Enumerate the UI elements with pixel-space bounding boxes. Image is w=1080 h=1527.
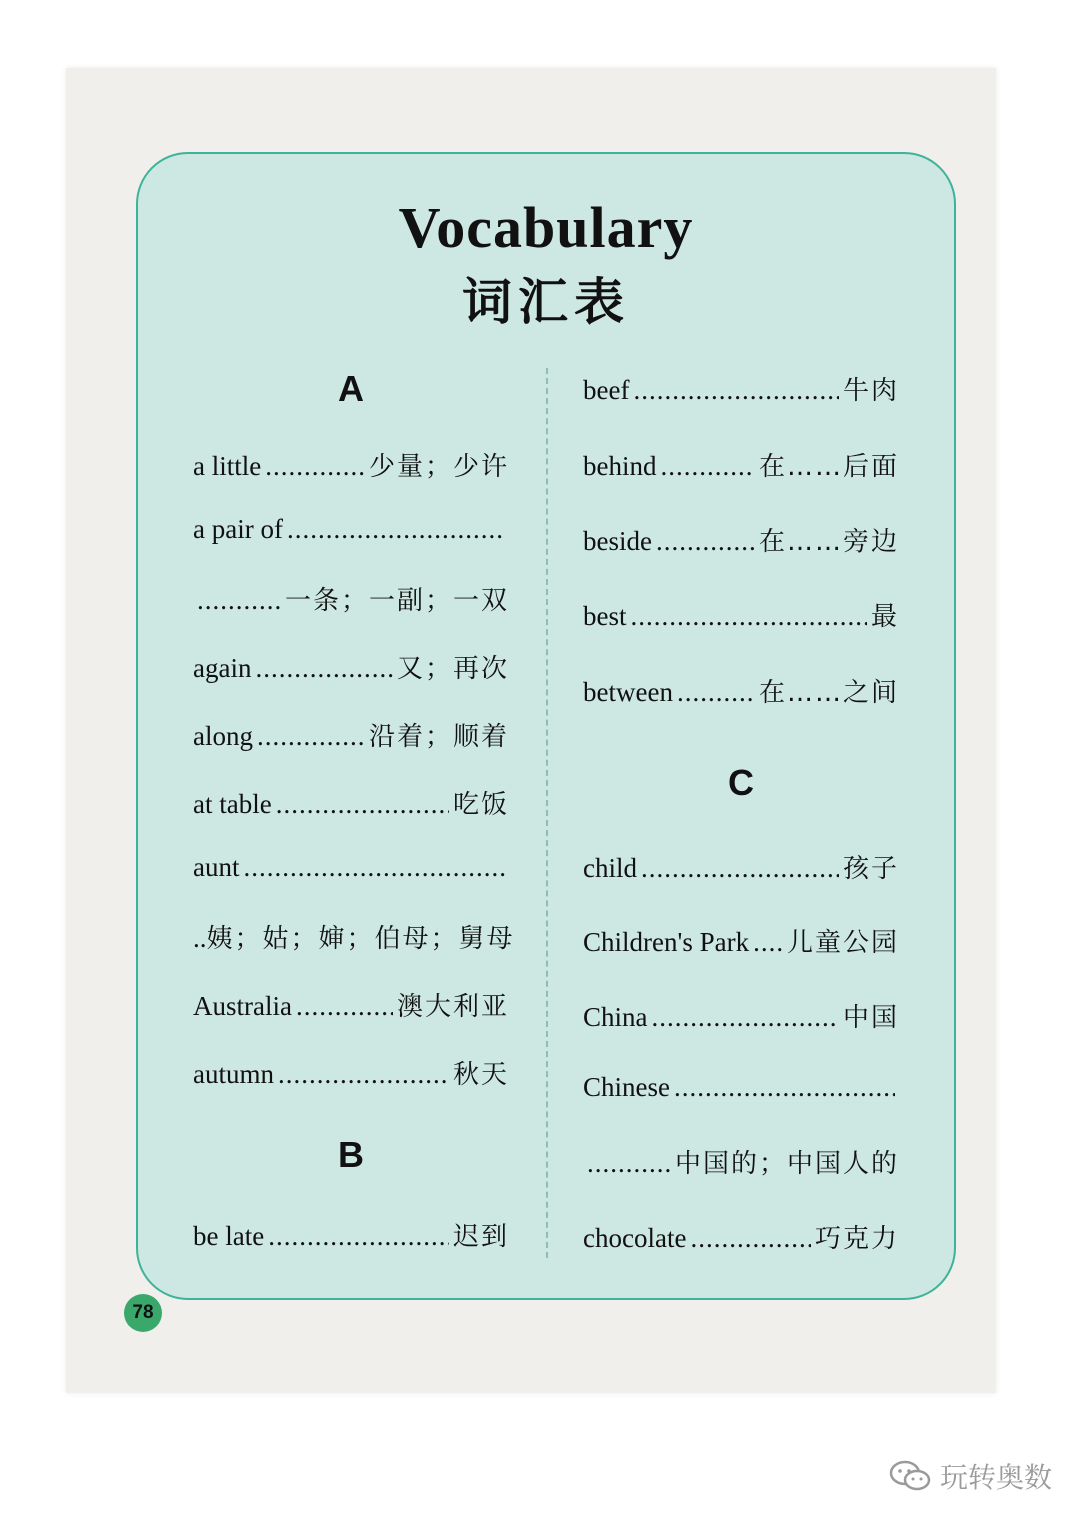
- leader-dots: [257, 721, 365, 752]
- vocab-entry: [583, 1218, 899, 1255]
- entry-meaning: 迟到: [452, 1222, 509, 1252]
- section-letter-a: A: [338, 368, 364, 409]
- watermark: [888, 1456, 1052, 1496]
- entry-word: chocolate: [583, 1223, 687, 1253]
- leader-dots: [633, 375, 839, 406]
- entry-meaning: 少量；少许: [368, 452, 509, 482]
- page-number-badge: 78: [124, 1294, 162, 1332]
- entry-meaning: 秋天: [452, 1060, 509, 1090]
- vocab-entry: [583, 672, 899, 709]
- vocab-entry: [583, 848, 899, 885]
- wechat-icon: [888, 1458, 932, 1494]
- entry-word: Children's Park: [583, 927, 750, 957]
- page-title: Vocabulary: [398, 195, 694, 260]
- leader-dots: [296, 991, 393, 1022]
- entry-meaning: 中国: [842, 1003, 899, 1033]
- vocab-entry: [193, 986, 509, 1023]
- entry-meaning: 孩子: [842, 854, 899, 884]
- vocab-entry-continued: [583, 1143, 899, 1180]
- leader-dots: [674, 1072, 895, 1103]
- entry-meaning: 姨；姑；婶；伯母；舅母: [206, 924, 515, 954]
- vocab-entry: [583, 521, 899, 558]
- leader-dots: [656, 526, 755, 557]
- entry-word: beef: [583, 375, 630, 405]
- entry-meaning: 在……旁边: [758, 527, 899, 557]
- leader-dots: [244, 852, 506, 883]
- entry-word: a pair of: [193, 514, 283, 544]
- entry-word: Chinese: [583, 1072, 670, 1102]
- entry-meaning: 吃饭: [452, 790, 509, 820]
- vocab-entry: [193, 514, 509, 545]
- vocab-entry: [193, 648, 509, 685]
- leader-dots: [641, 853, 839, 884]
- entry-word: behind: [583, 451, 657, 481]
- entry-word: Australia: [193, 991, 292, 1021]
- leader-dots: [587, 1148, 671, 1179]
- entry-word: again: [193, 653, 252, 683]
- vocab-entry-continued: [193, 580, 509, 617]
- section-letter-c: C: [728, 762, 754, 803]
- entry-word: at table: [193, 789, 272, 819]
- leader-dots: [690, 1223, 811, 1254]
- leader-dots: [287, 514, 505, 545]
- entry-meaning: 中国的；中国人的: [674, 1149, 899, 1179]
- leader-dots: [265, 451, 365, 482]
- entry-meaning: 在……之间: [758, 678, 899, 708]
- entry-word: ..: [193, 923, 207, 953]
- vocab-entry: [583, 922, 899, 959]
- leader-dots: [631, 601, 867, 632]
- entry-meaning: 澳大利亚: [396, 992, 509, 1022]
- entry-meaning: 在……后面: [758, 452, 899, 482]
- vocab-entry: [583, 1072, 899, 1103]
- entry-word: China: [583, 1002, 648, 1032]
- page-subtitle: 词汇表: [462, 273, 630, 331]
- leader-dots: [677, 677, 755, 708]
- entry-word: along: [193, 721, 253, 751]
- entry-word: be late: [193, 1221, 265, 1251]
- leader-dots: [661, 451, 755, 482]
- entry-word: child: [583, 853, 637, 883]
- vocab-entry: [193, 446, 509, 483]
- leader-dots: [255, 653, 393, 684]
- vocab-entry-continued: [193, 918, 515, 955]
- leader-dots: [276, 789, 449, 820]
- section-letter-b: B: [338, 1134, 364, 1175]
- entry-word: aunt: [193, 852, 240, 882]
- column-divider: [546, 368, 548, 1258]
- entry-meaning: 一条；一副；一双: [284, 586, 509, 616]
- vocab-entry: [193, 716, 509, 753]
- entry-meaning: 牛肉: [842, 376, 899, 406]
- entry-word: between: [583, 677, 673, 707]
- entry-meaning: 巧克力: [814, 1224, 899, 1254]
- vocab-entry: [583, 370, 899, 407]
- vocab-entry: [193, 784, 509, 821]
- leader-dots: [197, 585, 281, 616]
- entry-word: best: [583, 601, 627, 631]
- vocab-entry: [193, 852, 509, 883]
- leader-dots: [268, 1221, 449, 1252]
- watermark-text: 玩转奥数: [940, 1461, 1053, 1494]
- vocab-entry: [193, 1216, 509, 1253]
- entry-meaning: 沿着；顺着: [368, 722, 509, 752]
- entry-meaning: 儿童公园: [786, 928, 899, 958]
- leader-dots: [753, 927, 783, 958]
- entry-word: beside: [583, 526, 652, 556]
- vocab-entry: [193, 1054, 509, 1091]
- vocab-entry: [583, 997, 899, 1034]
- entry-word: a little: [193, 451, 262, 481]
- entry-word: autumn: [193, 1059, 274, 1089]
- leader-dots: [652, 1002, 839, 1033]
- entry-meaning: 又；再次: [396, 654, 509, 684]
- leader-dots: [278, 1059, 449, 1090]
- entry-meaning: 最: [870, 602, 899, 632]
- vocab-entry: [583, 596, 899, 633]
- vocab-entry: [583, 446, 899, 483]
